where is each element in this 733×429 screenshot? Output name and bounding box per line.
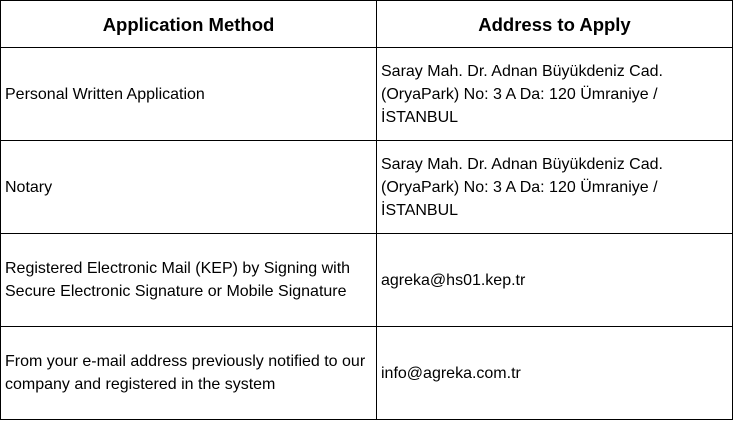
method-cell: Notary [1, 141, 377, 234]
address-cell: Saray Mah. Dr. Adnan Büyükdeniz Cad. (OryaPark) No: 3 A Da: 120 Ümraniye / İSTANBUL [377, 141, 733, 234]
address-cell: Saray Mah. Dr. Adnan Büyükdeniz Cad. (OryaPark) No: 3 A Da: 120 Ümraniye / İSTANBUL [377, 48, 733, 141]
method-cell: Personal Written Application [1, 48, 377, 141]
column-header-address-to-apply: Address to Apply [377, 1, 733, 48]
method-cell: Registered Electronic Mail (KEP) by Signing with Secure Electronic Signature or Mobile Signature [1, 234, 377, 327]
address-cell: info@agreka.com.tr [377, 327, 733, 420]
method-cell: From your e-mail address previously notified to our company and registered in the system [1, 327, 377, 420]
table-header-row [1, 1, 733, 48]
table-row [1, 327, 733, 420]
table-row [1, 48, 733, 141]
address-cell: agreka@hs01.kep.tr [377, 234, 733, 327]
table-row [1, 141, 733, 234]
table-row [1, 234, 733, 327]
column-header-application-method: Application Method [1, 1, 377, 48]
